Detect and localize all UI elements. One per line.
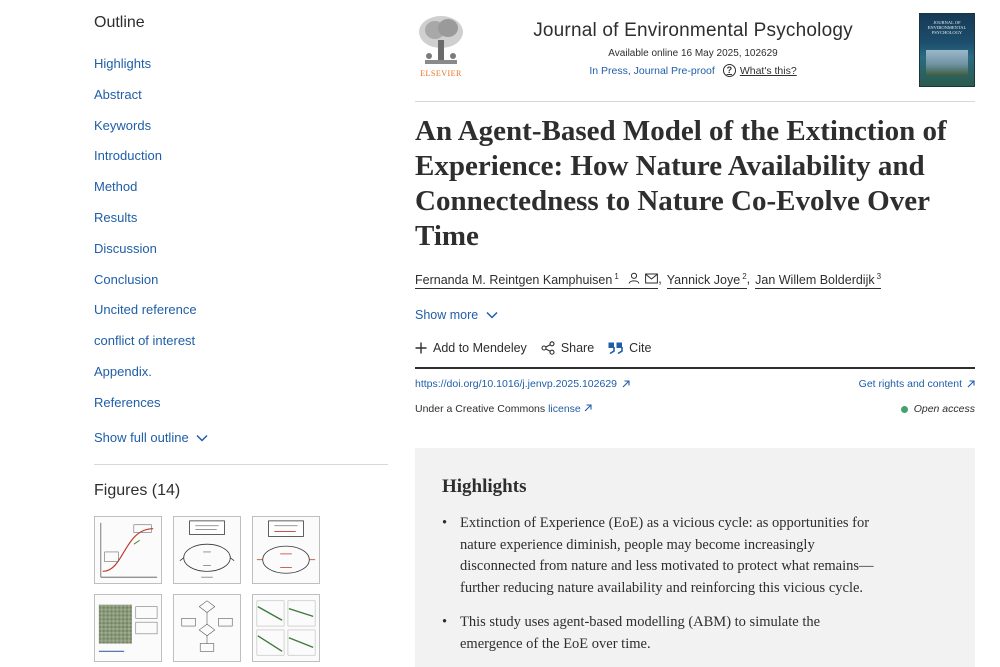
open-access-badge	[901, 403, 975, 415]
figure-thumbnail[interactable]	[173, 594, 241, 662]
open-access-label: Open access	[913, 403, 975, 415]
journal-title-link[interactable]: Journal of Environmental Psychology	[533, 20, 853, 41]
outline-item-keywords[interactable]: Keywords	[94, 117, 152, 133]
figure-thumbnail-image	[174, 517, 240, 583]
envelope-icon	[645, 273, 658, 284]
available-online: Available online 16 May 2025, 102629	[608, 48, 778, 59]
outline-item-results[interactable]: Results	[94, 209, 138, 225]
license-link-label: license	[548, 403, 581, 415]
license-prefix: Under a Creative Commons	[415, 403, 546, 415]
elsevier-tree-logo[interactable]	[415, 12, 467, 68]
get-rights-link[interactable]	[859, 378, 975, 390]
author-separator: ,	[658, 272, 662, 286]
help-circle-icon: ?	[723, 64, 736, 77]
outline-item-conclusion[interactable]: Conclusion	[94, 271, 159, 287]
author-list	[415, 272, 881, 289]
external-link-icon	[622, 380, 630, 388]
show-full-outline-button[interactable]	[94, 430, 208, 445]
cover-photo	[926, 50, 968, 76]
figure-thumbnail-image	[253, 517, 319, 583]
header-divider	[415, 101, 975, 102]
article-title: An Agent-Based Model of the Extinction of Experience: How Nature Availability and Connectedness to Nature Co-Evolve Over Time	[415, 115, 947, 252]
whats-this-button[interactable]	[723, 64, 797, 77]
show-full-outline-label: Show full outline	[94, 430, 189, 445]
author-affiliation: 1	[614, 272, 619, 281]
article-actions	[415, 341, 651, 355]
figure-thumbnail[interactable]	[252, 516, 320, 584]
share-button[interactable]	[541, 341, 594, 355]
doi-link[interactable]	[415, 378, 630, 390]
author-link[interactable]	[415, 272, 658, 289]
outline-item-method[interactable]: Method	[94, 179, 138, 195]
share-label: Share	[560, 341, 595, 355]
in-press-link[interactable]: In Press, Journal Pre-proof	[589, 64, 715, 77]
outline-item-introduction[interactable]: Introduction	[94, 148, 162, 164]
outline-item-references[interactable]: References	[94, 394, 161, 410]
article-main	[415, 0, 975, 667]
publisher-name: ELSEVIER	[420, 69, 462, 78]
external-link-icon	[584, 404, 592, 412]
highlights-section	[415, 448, 975, 667]
author-affiliation: 2	[742, 272, 747, 281]
outline-item-discussion[interactable]: Discussion	[94, 240, 157, 256]
figure-thumbnail-image	[253, 595, 319, 661]
open-access-dot-icon	[901, 406, 908, 413]
share-icon	[541, 341, 555, 355]
plus-icon	[415, 342, 427, 354]
whats-this-label: What's this?	[739, 64, 797, 77]
external-link-icon	[967, 380, 975, 388]
doi-row	[415, 378, 975, 390]
figure-thumbnail-image	[174, 595, 240, 661]
chevron-down-icon	[196, 434, 208, 442]
journal-status-row	[513, 64, 873, 77]
show-more-label: Show more	[415, 308, 479, 322]
figures-title: Figures (14)	[94, 482, 181, 499]
actions-divider	[415, 367, 975, 369]
journal-cover-image[interactable]	[919, 13, 975, 87]
outline-list	[94, 54, 197, 424]
highlight-item: • Extinction of Experience (EoE) as a vicious cycle: as opportunities for nature experience diminish, people may become increasingly disconnected from nature and less motivated to protect what remains—further reducing nature availability and reinforcing this vicious cycle.	[442, 513, 882, 599]
sidebar-divider	[94, 464, 388, 465]
cite-button[interactable]	[608, 341, 651, 355]
get-rights-label: Get rights and content	[858, 378, 962, 390]
outline-title: Outline	[94, 14, 145, 31]
doi-text: https://doi.org/10.1016/j.jenvp.2025.102629	[415, 378, 617, 390]
journal-info	[513, 20, 873, 77]
author-link[interactable]	[755, 272, 881, 289]
outline-item-highlights[interactable]: Highlights	[94, 56, 152, 71]
figure-thumbnail-image	[95, 595, 161, 661]
add-to-mendeley-button[interactable]	[415, 341, 527, 355]
author-link[interactable]	[667, 272, 747, 289]
chevron-down-icon	[486, 311, 498, 319]
figure-thumbnail-image	[95, 517, 161, 583]
license-info	[415, 403, 592, 415]
author-name: Jan Willem Bolderdijk	[755, 273, 875, 288]
license-link[interactable]	[548, 403, 592, 415]
article-sidebar	[94, 0, 388, 667]
figure-thumbnail[interactable]	[94, 516, 162, 584]
outline-item-abstract[interactable]: Abstract	[94, 86, 142, 102]
show-more-button[interactable]	[415, 308, 498, 322]
quote-icon	[608, 342, 623, 354]
author-separator: ,	[746, 272, 751, 286]
add-to-mendeley-label: Add to Mendeley	[433, 341, 527, 355]
figure-thumbnail[interactable]	[173, 516, 241, 584]
outline-item-conflict-of-interest[interactable]: conflict of interest	[94, 333, 196, 349]
license-row	[415, 403, 975, 415]
figure-thumbnail[interactable]	[94, 594, 162, 662]
highlights-list	[442, 513, 882, 667]
highlights-title: Highlights	[442, 476, 527, 497]
author-name: Yannick Joye	[666, 273, 741, 288]
cite-label: Cite	[629, 341, 652, 355]
cover-title: JOURNAL OF ENVIRONMENTAL PSYCHOLOGY	[927, 20, 967, 35]
figure-thumbnail[interactable]	[252, 594, 320, 662]
author-affiliation: 3	[876, 272, 882, 281]
highlight-item: • This study uses agent-based modelling (ABM) to simulate the emergence of the EoE over time.	[442, 612, 882, 655]
journal-header	[415, 12, 975, 102]
outline-item-appendix[interactable]: Appendix.	[94, 363, 152, 379]
figure-thumbnails	[94, 516, 334, 662]
author-name: Fernanda M. Reintgen Kamphuisen	[415, 273, 613, 288]
outline-item-uncited-reference[interactable]: Uncited reference	[94, 302, 197, 318]
person-icon	[628, 272, 640, 284]
